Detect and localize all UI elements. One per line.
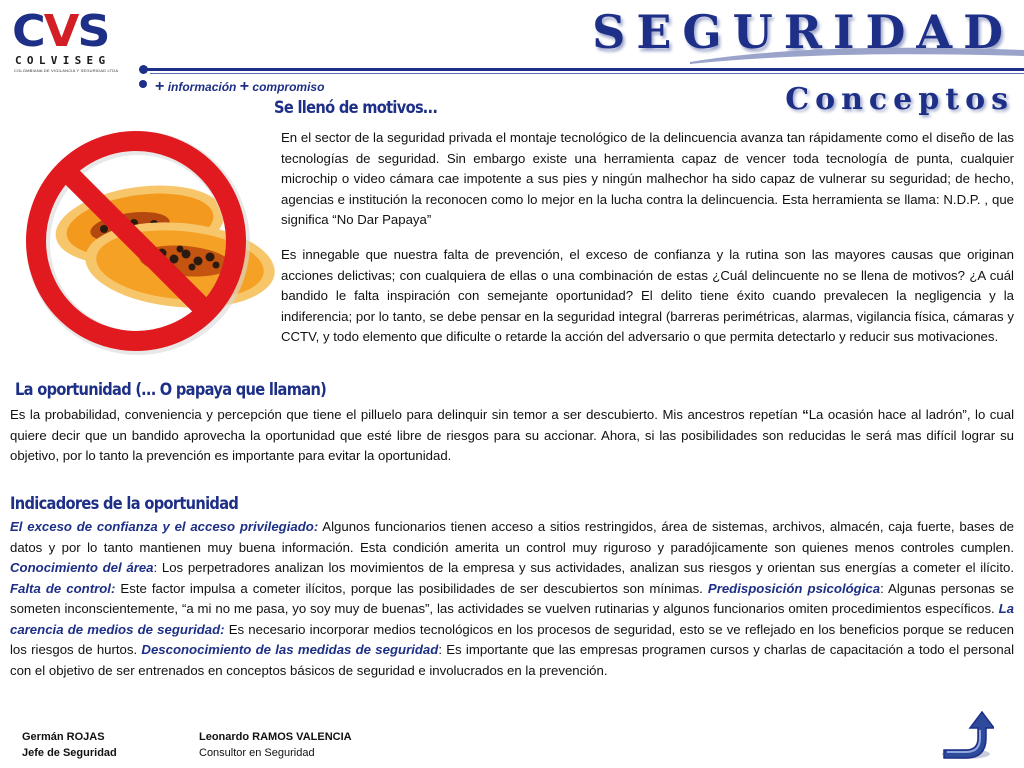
author-2-name: Leonardo RAMOS VALENCIA — [199, 731, 352, 743]
tagline: + información + compromiso — [155, 78, 325, 95]
author-1-role: Jefe de Seguridad — [22, 747, 117, 759]
logo-name: COLVISEG — [15, 54, 111, 67]
slide-subtitle: Conceptos — [785, 82, 1014, 117]
header-dot — [139, 80, 147, 88]
paragraph-indicadores: El exceso de confianza y el acceso privilegiado: Algunos funcionarios tienen acceso a sitios restringidos, área de sistemas, archivos, almacén, caja fuerte, bases de datos y por lo tanto mantienen muy buena información. Esta condición amerita un control muy riguroso y paradójicamente son quienes menos controles cumplen. Conocimiento del área: Los perpetradores analizan los movimientos de la empresa y sus actividades, analizan sus riesgos y orientan sus energías a cometer el ilícito. Falta de control: Este factor impulsa a cometer ilícitos, porque las posibilidades de ser descubiertos son mínimas. Predisposición psicológica: Algunas personas se someten inconscientemente, “a mi no me pasa, yo soy muy de buenas”, las actividades se vuelven rutinarias y algunos funcionarios omiten procedimientos específicos. La carencia de medios de seguridad: Es necesario incorporar medios tecnológicos en los procesos de seguridad, esto se ve reflejado en los beneficios porque se reducen los riesgos de hurtos. Desconocimiento de las medidas de seguridad: Es importante que las empresas programen cursos y charlas de capacitación a todo el personal con el objetivo de ser entrenados en conceptos básicos de seguridad e involucrados en la prevención. — [10, 519, 1014, 678]
footer-author-2 — [199, 729, 352, 761]
heading-indicadores: Indicadores de la oportunidad — [10, 494, 239, 514]
indicator-term: Predisposición psicológica — [707, 580, 881, 596]
indicator-term: Falta de control — [10, 580, 111, 596]
slide-title: SEGURIDAD — [592, 5, 1014, 59]
indicator-term: La carencia de medios de seguridad: — [10, 601, 1014, 637]
paragraph-oportunidad: Es la probabilidad, conveniencia y percepción que tiene el pilluelo para delinquir sin temor a ser descubierto. Mis ancestros repetían “La ocasión hace al ladrón”, lo cual quiere decir que un bandido aprovecha la oportunidad que esté libre de riesgos para su accionar. Ahora, si las posibilidades son reducidas le será mas difícil lograr su objetivo, por lo tanto la prevención es importante para evitar la oportunidad. — [10, 407, 1014, 463]
indicator-term: Desconocimiento de las medidas de seguridad — [141, 642, 439, 657]
curved-arrow-icon[interactable] — [938, 706, 994, 760]
header-rule-thin — [150, 73, 1024, 74]
paragraph-motivos-2: Es innegable que nuestra falta de prevención, el exceso de confianza y la rutina son las mayores causas que originan acciones delictivas; con cualquiera de ellas o una combinación de estas ¿Cuál delincuente no se llena de motivos? ¿A cuál bandido le falta inspiración con semejante oportunidad? El delito tiene éxito cuando prevalecen la negligencia y la indiferencia; por lo tanto, se debe pensar en la seguridad integral (barreras perimétricas, alarmas, vigilancia física, cámaras y CCTV, y todo elemento que dificulte o retarde la acción del adversario o que permita detectarlo y reducir sus motivaciones. — [281, 247, 1014, 344]
company-logo — [12, 6, 132, 76]
indicator-term: Conocimiento del área — [10, 560, 154, 575]
footer-author-1 — [22, 729, 117, 761]
header-rule — [140, 68, 1024, 71]
papaya-prohibited-image — [20, 125, 275, 360]
heading-motivos: Se llenó de motivos… — [274, 98, 437, 118]
author-1-name: Germán ROJAS — [22, 731, 105, 743]
heading-oportunidad: La oportunidad (… O papaya que llaman) — [15, 380, 327, 400]
author-2-role: Consultor en Seguridad — [199, 747, 315, 759]
indicator-term: El exceso de confianza y el acceso privilegiado — [10, 519, 314, 534]
logo-subtitle: COLOMBIANA DE VIGILANCIA Y SEGURIDAD LTDA — [14, 68, 119, 73]
header-dot — [139, 65, 148, 74]
paragraph-motivos-1: En el sector de la seguridad privada el montaje tecnológico de la delincuencia avanza tan rápidamente como el diseño de las tecnologías de seguridad. Sin embargo existe una herramienta capaz de vencer toda tecnología de punta, cualquier microchip o video cámara cae impotente a sus pies y ningún malhechor ha sido capaz de vulnerar su seguridad; de hecho, agencias e institución la reconocen como lo mejor en la lucha contra la delincuencia. Esta herramienta se llama: N.D.P. , que significa “No Dar Papaya” — [281, 130, 1014, 227]
logo-mark: CVS — [12, 5, 109, 57]
